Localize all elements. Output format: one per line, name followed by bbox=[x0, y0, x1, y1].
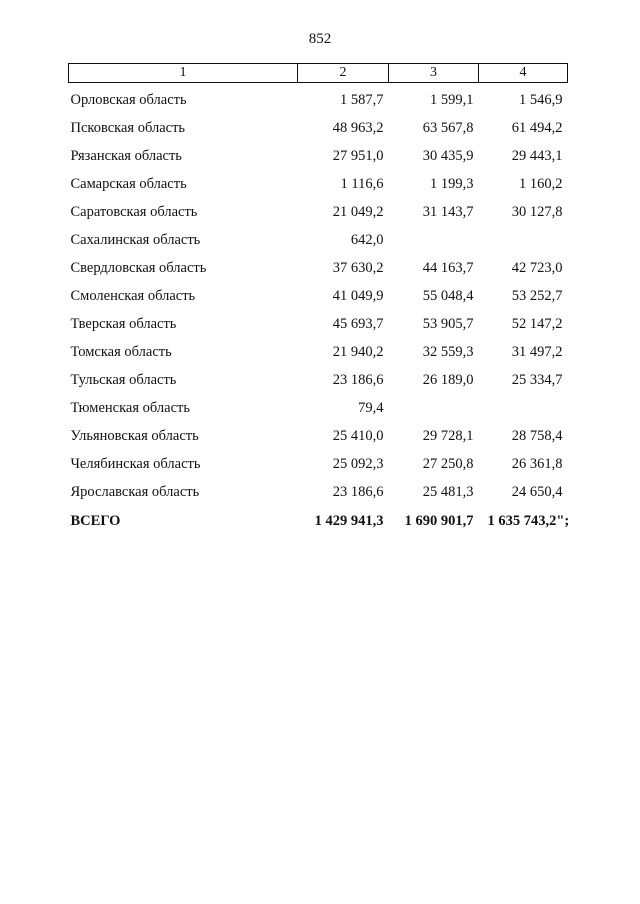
table-row bbox=[69, 170, 568, 198]
region-name: Ярославская область bbox=[70, 484, 200, 500]
region-name: Орловская область bbox=[70, 92, 187, 108]
value-col3: 25 481,3 bbox=[422, 484, 474, 500]
table-row bbox=[69, 478, 568, 506]
column-header-1: 1 bbox=[69, 64, 298, 83]
total-col2: 1 429 941,3 bbox=[314, 513, 384, 529]
region-name: Смоленская область bbox=[70, 288, 196, 304]
region-name: Саратовская область bbox=[70, 204, 198, 220]
value-col4: 31 497,2 bbox=[511, 344, 563, 360]
region-name: Томская область bbox=[70, 344, 172, 360]
region-name: Тульская область bbox=[70, 372, 177, 388]
value-col3 bbox=[389, 394, 479, 422]
column-header-2: 2 bbox=[298, 64, 389, 83]
value-col3: 29 728,1 bbox=[422, 428, 474, 444]
region-name: Челябинская область bbox=[70, 456, 201, 472]
value-col4: 28 758,4 bbox=[511, 428, 563, 444]
total-col3: 1 690 901,7 bbox=[404, 513, 474, 529]
region-name: Сахалинская область bbox=[70, 232, 201, 248]
column-header-4: 4 bbox=[479, 64, 568, 83]
table-row bbox=[69, 338, 568, 366]
value-col3: 31 143,7 bbox=[422, 204, 474, 220]
value-col3: 32 559,3 bbox=[422, 344, 474, 360]
value-col4: 26 361,8 bbox=[511, 456, 563, 472]
value-col2: 1 587,7 bbox=[340, 92, 384, 108]
value-col2: 21 940,2 bbox=[332, 344, 384, 360]
region-name: Рязанская область bbox=[70, 148, 182, 164]
value-col2: 41 049,9 bbox=[332, 288, 384, 304]
value-col4 bbox=[479, 226, 568, 254]
header-row bbox=[69, 64, 568, 83]
table-row bbox=[69, 226, 568, 254]
value-col3: 63 567,8 bbox=[422, 120, 474, 136]
value-col2: 48 963,2 bbox=[332, 120, 384, 136]
value-col3: 53 905,7 bbox=[422, 316, 474, 332]
column-header-3: 3 bbox=[389, 64, 479, 83]
value-col3: 26 189,0 bbox=[422, 372, 474, 388]
total-row bbox=[69, 506, 568, 536]
value-col3: 1 599,1 bbox=[430, 92, 474, 108]
value-col3: 55 048,4 bbox=[422, 288, 474, 304]
total-label: ВСЕГО bbox=[70, 513, 121, 529]
value-col2: 1 116,6 bbox=[340, 176, 384, 192]
table-body bbox=[69, 83, 568, 537]
table-header bbox=[69, 64, 568, 83]
value-col3: 44 163,7 bbox=[422, 260, 474, 276]
value-col4: 42 723,0 bbox=[511, 260, 563, 276]
value-col4: 1 546,9 bbox=[519, 92, 563, 108]
value-col4 bbox=[479, 394, 568, 422]
value-col4: 52 147,2 bbox=[511, 316, 563, 332]
value-col3: 27 250,8 bbox=[422, 456, 474, 472]
region-name: Свердловская область bbox=[70, 260, 207, 276]
value-col4: 30 127,8 bbox=[511, 204, 563, 220]
value-col2: 45 693,7 bbox=[332, 316, 384, 332]
table-row bbox=[69, 282, 568, 310]
value-col4: 61 494,2 bbox=[511, 120, 563, 136]
total-col4: 1 635 743,2"; bbox=[487, 513, 570, 529]
table-row bbox=[69, 114, 568, 142]
table-row bbox=[69, 310, 568, 338]
page-number: 852 bbox=[308, 31, 332, 47]
data-table bbox=[68, 63, 568, 536]
table-row bbox=[69, 422, 568, 450]
value-col2: 25 092,3 bbox=[332, 456, 384, 472]
value-col3: 1 199,3 bbox=[430, 176, 474, 192]
value-col2: 21 049,2 bbox=[332, 204, 384, 220]
table-row bbox=[69, 394, 568, 422]
table-row bbox=[69, 254, 568, 282]
value-col2: 23 186,6 bbox=[332, 484, 384, 500]
value-col2: 37 630,2 bbox=[332, 260, 384, 276]
table-row bbox=[69, 450, 568, 478]
value-col4: 53 252,7 bbox=[511, 288, 563, 304]
value-col2: 25 410,0 bbox=[332, 428, 384, 444]
value-col2: 27 951,0 bbox=[332, 148, 384, 164]
region-name: Тверская область bbox=[70, 316, 177, 332]
value-col2: 642,0 bbox=[350, 232, 384, 248]
table-row bbox=[69, 83, 568, 115]
value-col4: 1 160,2 bbox=[519, 176, 563, 192]
value-col3: 30 435,9 bbox=[422, 148, 474, 164]
region-name: Ульяновская область bbox=[70, 428, 199, 444]
table-row bbox=[69, 198, 568, 226]
table-row bbox=[69, 366, 568, 394]
value-col2: 79,4 bbox=[358, 400, 384, 416]
value-col4: 24 650,4 bbox=[511, 484, 563, 500]
table-row bbox=[69, 142, 568, 170]
value-col4: 29 443,1 bbox=[511, 148, 563, 164]
region-name: Тюменская область bbox=[70, 400, 190, 416]
region-name: Псковская область bbox=[70, 120, 186, 136]
value-col4: 25 334,7 bbox=[511, 372, 563, 388]
value-col3 bbox=[389, 226, 479, 254]
value-col2: 23 186,6 bbox=[332, 372, 384, 388]
region-name: Самарская область bbox=[70, 176, 187, 192]
